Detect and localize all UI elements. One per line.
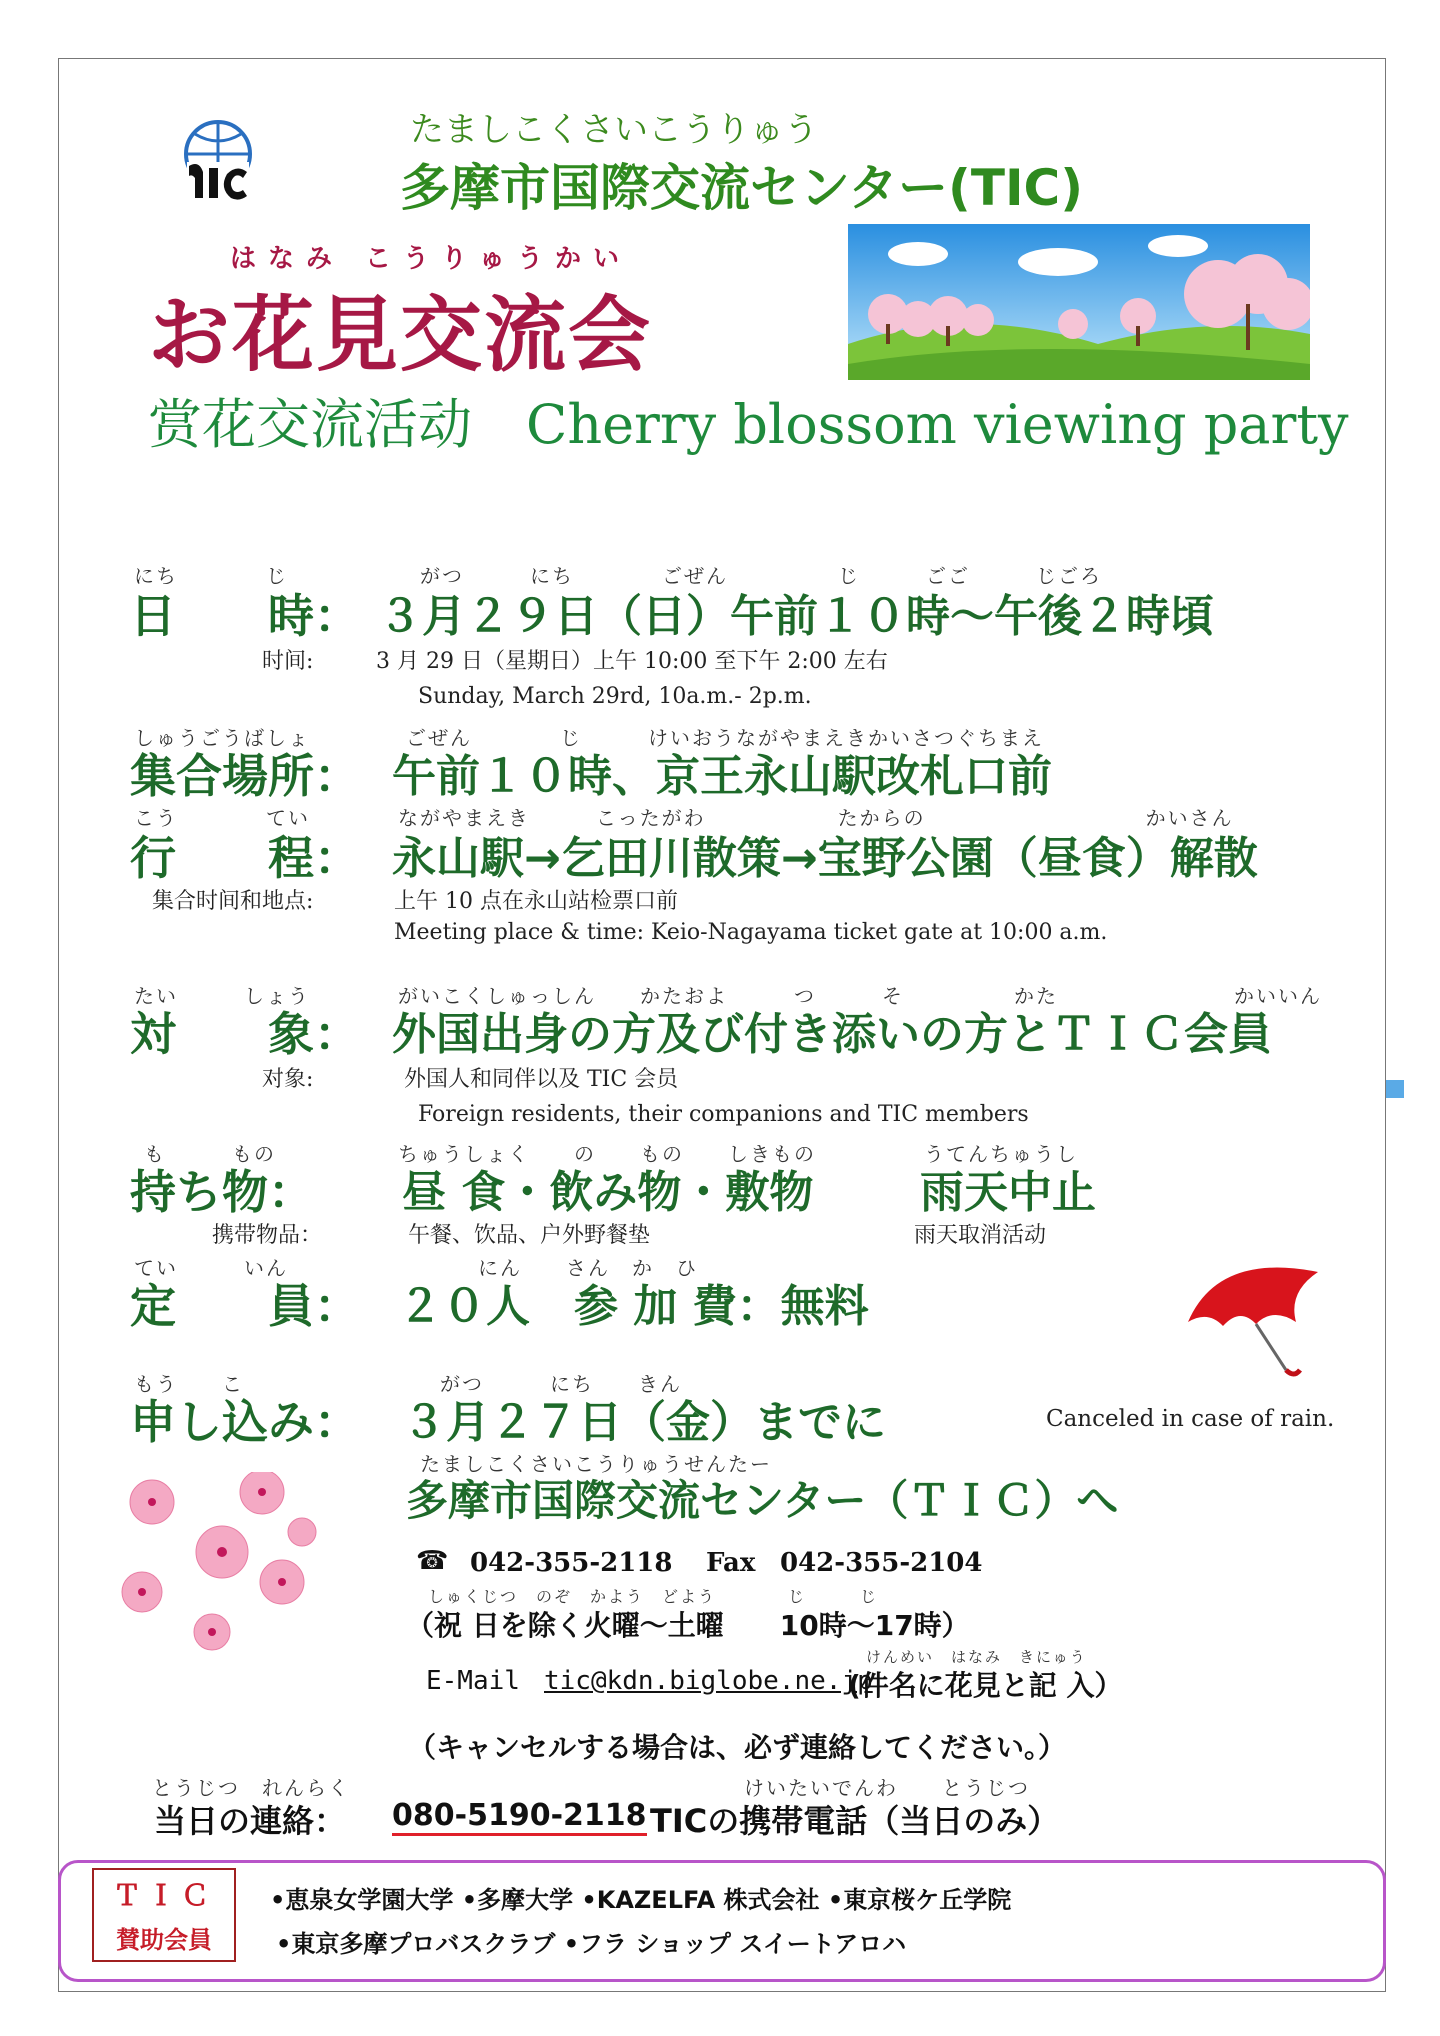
cancel-note: （キャンセルする場合は、必ず連絡してください。）: [408, 1731, 1067, 1764]
bring-value-ruby: ちゅうしょく の もの しきもの: [398, 1142, 816, 1166]
email-link[interactable]: tic@kdn.biglobe.ne.jp: [544, 1666, 873, 1696]
meet-label-ruby: しゅうごうばしょ: [134, 726, 310, 750]
tic-logo: [175, 118, 261, 204]
date-label: 日 時：: [130, 589, 360, 643]
route-sub-label: 集合时间和地点:: [152, 889, 314, 914]
tic-badge-label: 賛助会員: [116, 1926, 212, 1954]
apply-to-ruby: たましこくさいこうりゅうせんたー: [420, 1452, 772, 1476]
rain-cn: 雨天取消活动: [914, 1223, 1047, 1248]
target-label: 対 象：: [130, 1007, 360, 1061]
sponsor-line-1: •恵泉女学園大学 •多摩大学 •KAZELFA 株式会社 •東京桜ケ丘学院: [270, 1886, 1012, 1914]
event-ruby: はなみ こうりゅうかい: [230, 244, 632, 274]
meet-label: 集合場所：: [130, 749, 360, 803]
blue-marker: [1386, 1080, 1404, 1098]
rain-en: Canceled in case of rain.: [1046, 1406, 1335, 1432]
bring-value: 昼 食・飲み物・敷物: [402, 1167, 814, 1218]
fax-label: Fax: [706, 1548, 756, 1578]
org-name: 多摩市国際交流センター(TIC): [400, 159, 1084, 217]
cherry-blossom-image: [112, 1472, 332, 1662]
route-label: 行 程：: [130, 831, 360, 885]
apply-value: ３月２７日（金）までに: [402, 1397, 886, 1448]
bring-sub-cn: 午餐、饮品、户外野餐垫: [408, 1223, 651, 1248]
date-value: ３月２９日（日）午前１０時～午後２時頃: [378, 591, 1214, 642]
tel-number[interactable]: 042-355-2118: [470, 1548, 673, 1578]
target-value: 外国出身の方及び付き添いの方とＴＩＣ会員: [392, 1009, 1272, 1060]
cherry-scene-image: [848, 224, 1310, 380]
bring-label-ruby: も もの: [144, 1142, 276, 1166]
target-sub-label: 对象:: [262, 1067, 314, 1092]
route-label-ruby: こう てい: [134, 806, 310, 830]
date-sub-cn: 3 月 29 日（星期日）上午 10:00 至下午 2:00 左右: [376, 649, 888, 674]
apply-to: 多摩市国際交流センター（ＴＩＣ）へ: [406, 1476, 1119, 1525]
route-sub-cn: 上午 10 点在永山站检票口前: [394, 889, 678, 914]
capacity-label: 定 員：: [130, 1279, 360, 1333]
contact-phone[interactable]: 080-5190-2118: [392, 1798, 647, 1836]
umbrella-icon: [1178, 1252, 1328, 1382]
contact-label: 当日の連絡：: [154, 1802, 347, 1840]
hours-text: （祝 日を除く火曜～土曜 10時～17時）: [406, 1609, 970, 1642]
rain-text: 雨天中止: [920, 1167, 1096, 1218]
tic-member-badge: [92, 1868, 236, 1962]
contact-label-ruby: とうじつ れんらく: [152, 1776, 350, 1800]
hours-ruby: しゅくじつ のぞ かよう どよう じ じ: [428, 1587, 879, 1606]
email-label: E-Mail: [426, 1666, 520, 1696]
route-value-ruby: ながやまえき こったがわ たからの かいさん: [398, 806, 1234, 830]
target-sub-cn: 外国人和同伴以及 TIC 会员: [404, 1067, 679, 1092]
capacity-value-ruby: にん さん か ひ: [478, 1256, 698, 1280]
meet-value: 午前１０時、京王永山駅改札口前: [392, 751, 1052, 802]
target-label-ruby: たい しょう: [134, 984, 310, 1008]
meet-value-ruby: ごぜん じ けいおうながやまえきかいさつぐちまえ: [406, 726, 1044, 750]
phone-icon: ☎: [416, 1546, 449, 1576]
date-sub-en: Sunday, March 29rd, 10a.m.- 2p.m.: [418, 684, 812, 709]
bring-label: 持ち物：: [130, 1165, 314, 1219]
apply-label-ruby: もう こ: [134, 1372, 244, 1396]
date-sub-label: 时间:: [262, 649, 314, 674]
target-value-ruby: がいこくしゅっしん かたおよ つ そ かた かいいん: [398, 984, 1322, 1008]
fax-number[interactable]: 042-355-2104: [780, 1548, 983, 1578]
contact-note-ruby: けいたいでんわ とうじつ: [744, 1776, 1030, 1800]
org-ruby: たましこくさいこうりゅう: [410, 110, 818, 150]
subtitle: 赏花交流活动 Cherry blossom viewing party: [148, 393, 1349, 456]
tic-badge-title: ＴＩＣ: [112, 1879, 215, 1912]
date-value-ruby: がつ にち ごぜん じ ごご じごろ: [420, 564, 1102, 588]
event-title: お花見交流会: [148, 288, 653, 383]
capacity-value: ２０人 参 加 費：無料: [398, 1281, 869, 1332]
route-sub-en: Meeting place & time: Keio-Nagayama ticket gate at 10:00 a.m.: [394, 920, 1108, 945]
contact-note: TICの携帯電話（当日のみ）: [650, 1802, 1060, 1840]
target-sub-en: Foreign residents, their companions and TIC members: [418, 1102, 1029, 1127]
apply-value-ruby: がつ にち きん: [440, 1372, 682, 1396]
bring-sub-label: 携带物品：: [212, 1223, 323, 1248]
date-label-ruby: にち じ: [134, 564, 288, 588]
rain-ruby: うてんちゅうし: [924, 1142, 1078, 1166]
capacity-label-ruby: てい いん: [134, 1256, 288, 1280]
sponsor-line-2: •東京多摩プロバスクラブ •フラ ショップ スイートアロハ: [276, 1930, 907, 1958]
sponsor-box: [58, 1860, 1386, 1982]
email-note: (件名に花見と記 入）: [848, 1669, 1123, 1702]
route-value: 永山駅→乞田川散策→宝野公園（昼食）解散: [392, 833, 1258, 884]
email-note-ruby: けんめい はなみ きにゅう: [866, 1648, 1087, 1666]
apply-label: 申し込み：: [130, 1395, 360, 1449]
